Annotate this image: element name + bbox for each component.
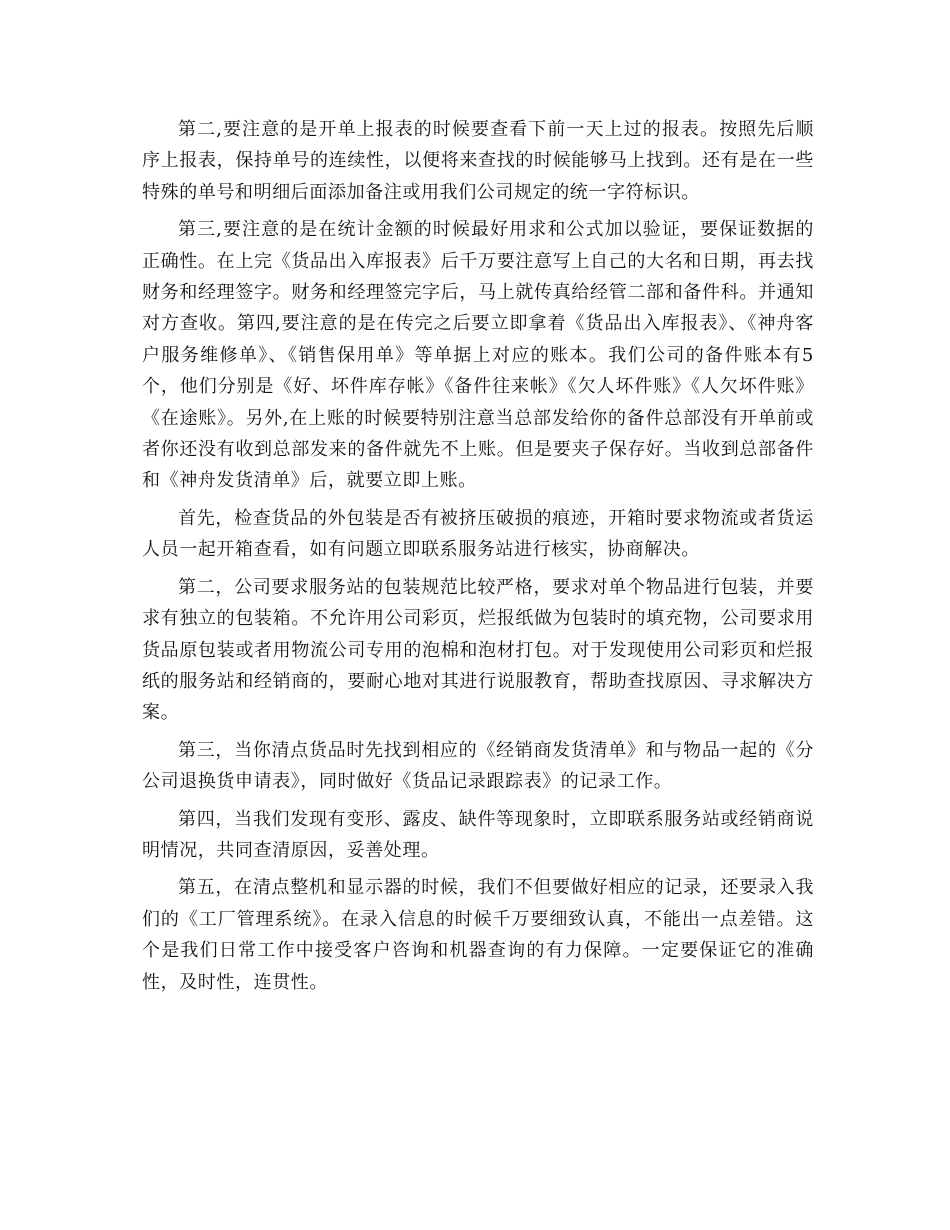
paragraph-5: 第三，当你清点货品时先找到相应的《经销商发货清单》和与物品一起的《分公司退换货申请表》，同时做好《货品记录跟踪表》的记录工作。 [142,739,814,793]
paragraph-1: 第二,要注意的是开单上报表的时候要查看下前一天上过的报表。按照先后顺序上报表，保持单号的连续性，以便将来查找的时候能够马上找到。还有是在一些特殊的单号和明细后面添加备注或用我们公司规定的统一字符标识。 [142,119,814,203]
paragraph-6: 第四，当我们发现有变形、露皮、缺件等现象时，立即联系服务站或经销商说明情况，共同查清原因，妥善处理。 [142,808,814,861]
paragraph-7: 第五，在清点整机和显示器的时候，我们不但要做好相应的记录，还要录入我们的《工厂管理系统》。在录入信息的时候千万要细致认真，不能出一点差错。这个是我们日常工作中接受客户咨询和机器查询的有力保障。一定要保证它的准确性，及时性，连贯性。 [142,877,814,993]
paragraph-2: 第三,要注意的是在统计金额的时候最好用求和公式加以验证，要保证数据的正确性。在上完《货品出入库报表》后千万要注意写上自己的大名和日期，再去找财务和经理签字。财务和经理签完字后，马上就传真给经管二部和备件科。并通知对方查收。第四,要注意的是在传完之后要立即拿着《货品出入库报表》、《神舟客户服务维修单》、《销售保用单》等单据上对应的账本。我们公司的备件账本有5个，他们分别是《好、坏件库存帐》《备件往来帐》《欠人坏件账》《人欠坏件账》《在途账》。另外,在上账的时候要特别注意当总部发给你的备件总部没有开单前或者你还没有收到总部发来的备件就先不上账。但是要夹子保存好。当收到总部备件和《神舟发货清单》后，就要立即上账。 [142,219,814,492]
document-body [142,114,814,1004]
paragraph-4: 第二，公司要求服务站的包装规范比较严格，要求对单个物品进行包装，并要求有独立的包装箱。不允许用公司彩页，烂报纸做为包装时的填充物，公司要求用货品原包装或者用物流公司专用的泡棉和泡材打包。对于发现使用公司彩页和烂报纸的服务站和经销商的，要耐心地对其进行说服教育，帮助查找原因、寻求解决方案。 [142,576,814,724]
paragraph-3: 首先，检查货品的外包装是否有被挤压破损的痕迹，开箱时要求物流或者货运人员一起开箱查看，如有问题立即联系服务站进行核实，协商解决。 [142,507,814,561]
